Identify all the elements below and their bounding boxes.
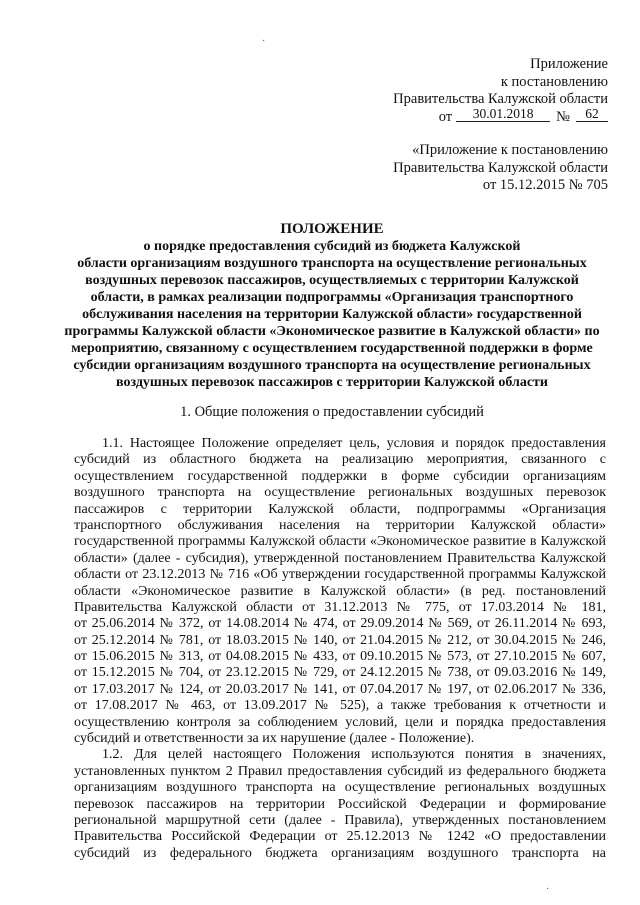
title-heading: ПОЛОЖЕНИЕ	[280, 221, 384, 237]
appendix-government-label: Правительства Калужской области	[393, 91, 608, 107]
body-line: области от 23.12.2013 № 716 «Об утверждении государственной программы Калужской	[74, 567, 606, 583]
original-government-label: Правительства Калужской области	[393, 159, 608, 176]
body-line: транспортного обслуживания населения на территории Калужской области»	[74, 517, 606, 533]
title-line: воздушных перевозок пассажиров с территории Калужской области	[115, 375, 548, 390]
body-line: 1.1. Настоящее Положение определяет цель, условия и порядок предоставления	[102, 436, 606, 451]
body-line: осуществлению контроля за соблюдением условий, цели и порядка предоставления	[74, 714, 606, 730]
document-title	[62, 221, 602, 391]
section-heading: 1. Общие положения о предоставлении субсидий	[180, 404, 484, 420]
body-line: области» (далее - субсидия), утвержденной постановлением Правительства Калужской	[74, 550, 606, 566]
body-line: воздушного транспорта на осуществление региональных воздушных перевозок	[74, 485, 606, 501]
body-line: Правительства Российской Федерации от 25.12.2013 № 1242 «О предоставлении	[74, 829, 606, 845]
body-line: от 17.03.2017 № 124, от 20.03.2017 № 141, от 07.04.2017 № 197, от 02.06.2017 № 336,	[74, 681, 606, 697]
appendix-date-line	[393, 105, 608, 127]
resolution-number: 62	[576, 107, 608, 122]
body-line: пассажиров с территории Калужской области, подпрограммы «Организация	[74, 501, 606, 517]
body-line: Правительства Калужской области от 31.12.2013 № 775, от 17.03.2014 № 181,	[74, 599, 606, 615]
title-line: области, в рамках реализации подпрограммы «Организация транспортного	[90, 290, 574, 305]
date-prefix: от	[438, 108, 453, 125]
body-line: от 15.12.2015 № 704, от 23.12.2015 № 729, от 24.12.2015 № 738, от 09.03.2016 № 149,	[74, 665, 606, 681]
body-line: 1.2. Для целей настоящего Положения используются понятия в значениях,	[102, 747, 606, 763]
body-line: региональной маршрутной сети (далее - Правила), утвержденных постановлением	[74, 812, 606, 828]
body-line: организациям воздушного транспорта на осуществление региональных воздушных	[74, 780, 606, 796]
title-line: мероприятию, связанному с осуществлением государственной поддержки в форме	[71, 341, 593, 356]
appendix-resolution-label: к постановлению	[500, 73, 608, 90]
body-line: от 25.12.2014 № 781, от 18.03.2015 № 140, от 21.04.2015 № 212, от 30.04.2015 № 246,	[74, 632, 606, 648]
title-line: воздушных перевозок пассажиров, осуществляемых с территории Калужской	[85, 273, 579, 288]
body-line: установленных пунктом 2 Правил предоставления субсидий из федерального бюджета	[74, 763, 606, 779]
number-prefix: №	[556, 108, 570, 125]
body-line: перевозок пассажиров на территории Российской Федерации и формирование	[74, 796, 606, 812]
body-line: государственной программы Калужской области «Экономическое развитие в Калужской	[74, 534, 606, 550]
original-appendix-label: «Приложение к постановлению	[412, 142, 608, 158]
original-appendix-header	[393, 142, 608, 195]
title-line: о порядке предоставления субсидий из бюджета Калужской	[143, 239, 521, 254]
body-line: осуществлением государственной поддержки в форме субсидии организациям	[74, 468, 606, 484]
body-line: субсидий из федерального бюджета организациям воздушного транспорта на	[74, 845, 606, 861]
body-line: субсидий и ответственности за их нарушение (далее - Положение).	[74, 731, 475, 747]
original-resolution-date: от 15.12.2015 № 705	[482, 177, 608, 193]
body-text	[74, 436, 606, 862]
title-line: области организациям воздушного транспорта на осуществление региональных	[77, 256, 587, 271]
body-line: субсидий из областного бюджета на реализацию мероприятия, связанного с	[74, 452, 606, 468]
body-line: от 17.08.2017 № 463, от 13.09.2017 № 525), а также требования к отчетности и	[74, 698, 606, 714]
scan-dot: ·	[262, 36, 266, 47]
resolution-date: 30.01.2018	[456, 107, 550, 122]
title-line: субсидии организациям воздушного транспорта на осуществление региональных	[73, 358, 591, 373]
appendix-header	[393, 56, 608, 126]
scan-dot: ·	[546, 884, 550, 895]
title-line: обслуживания населения на территории Калужской области» государственной	[82, 307, 582, 322]
appendix-label: Приложение	[530, 56, 608, 72]
body-line: области «Экономическое развитие в Калужской области» (в ред. постановлений	[74, 583, 606, 599]
body-line: от 15.06.2015 № 313, от 04.08.2015 № 433, от 09.10.2015 № 573, от 27.10.2015 № 607,	[74, 649, 606, 665]
body-line: от 25.06.2014 № 372, от 14.08.2014 № 474, от 29.09.2014 № 569, от 26.11.2014 № 693,	[74, 616, 606, 632]
title-line: программы Калужской области «Экономическое развитие в Калужской области» по	[64, 324, 600, 339]
